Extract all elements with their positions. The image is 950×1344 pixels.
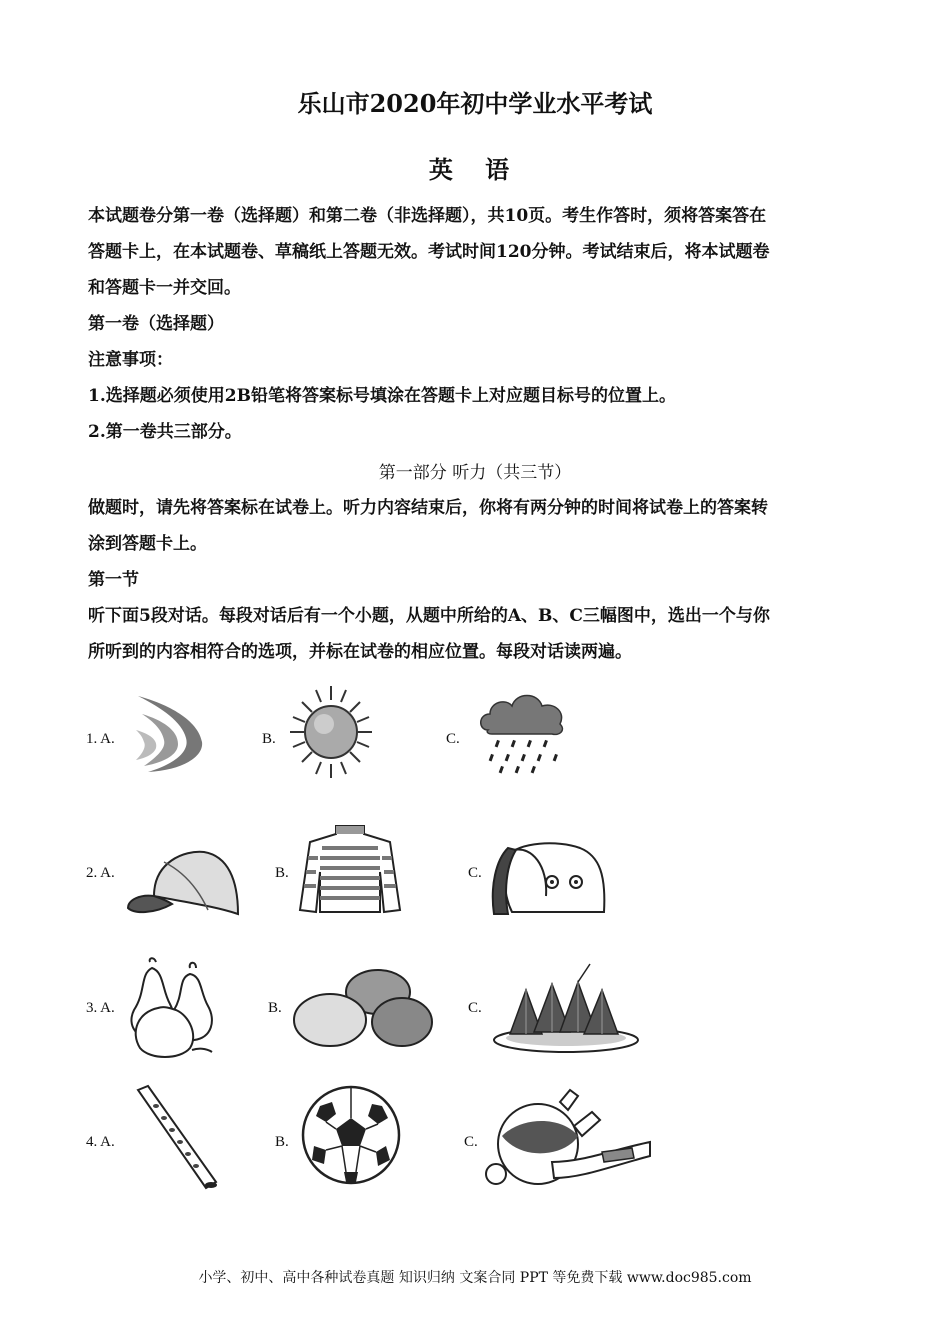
backpack-icon xyxy=(488,836,610,918)
subject-title: 英 语 xyxy=(428,155,522,184)
intro-line-3: 和答题卡一并交回。 xyxy=(88,278,241,298)
pears-icon xyxy=(118,954,218,1060)
q2-option-b-label: B. xyxy=(275,865,289,881)
volume1-heading: 第一卷（选择题） xyxy=(88,314,224,334)
q4-option-a-label: 4. A. xyxy=(86,1134,115,1150)
footer-text: 小学、初中、高中各种试卷真题 知识归纳 文案合同 PPT 等免费下载 www.doc985.com xyxy=(198,1270,752,1286)
note-1: 1.选择题必须使用2B铅笔将答案标号填涂在答题卡上对应题目标号的位置上。 xyxy=(88,386,676,406)
part1-instr-2: 涂到答题卡上。 xyxy=(88,534,207,554)
soccer-ball-icon xyxy=(300,1084,402,1186)
section1-instr-2: 所听到的内容相符合的选项，并标在试卷的相应位置。每段对话读两遍。 xyxy=(88,642,632,662)
exam-title: 乐山市2020年初中学业水平考试 xyxy=(297,89,653,118)
zongzi-icon xyxy=(490,960,640,1056)
cap-icon xyxy=(124,844,242,918)
section1-instr-1: 听下面5段对话。每段对话后有一个小题，从题中所给的A、B、C三幅图中，选出一个与你 xyxy=(88,606,770,626)
notice-heading: 注意事项： xyxy=(88,350,173,370)
eggs-icon xyxy=(292,968,434,1050)
intro-line-2: 答题卡上，在本试题卷、草稿纸上答题无效。考试时间120分钟。考试结束后，将本试题卷 xyxy=(88,242,770,262)
flute-icon xyxy=(130,1082,222,1194)
section1-heading: 第一节 xyxy=(88,570,139,590)
note-2: 2.第一卷共三部分。 xyxy=(88,422,242,442)
q2-option-c-label: C. xyxy=(468,865,482,881)
q4-option-b-label: B. xyxy=(275,1134,289,1150)
q1-option-b-label: B. xyxy=(262,731,276,747)
intro-line-1: 本试题卷分第一卷（选择题）和第二卷（非选择题），共10页。考生作答时，须将答案答在 xyxy=(88,206,767,226)
q1-option-c-label: C. xyxy=(446,731,460,747)
q3-option-c-label: C. xyxy=(468,1000,482,1016)
q1-option-a-label: 1. A. xyxy=(86,731,115,747)
part1-heading: 第一部分 听力（共三节） xyxy=(378,463,572,483)
ping-pong-icon xyxy=(482,1086,652,1190)
part1-instr-1: 做题时，请先将答案标在试卷上。听力内容结束后，你将有两分钟的时间将试卷上的答案转 xyxy=(88,498,768,518)
q2-option-a-label: 2. A. xyxy=(86,865,115,881)
sweater-icon xyxy=(298,822,402,918)
rain-cloud-icon xyxy=(476,686,568,776)
sun-icon xyxy=(288,682,374,782)
q3-option-a-label: 3. A. xyxy=(86,1000,115,1016)
wind-icon xyxy=(128,690,212,776)
q3-option-b-label: B. xyxy=(268,1000,282,1016)
q4-option-c-label: C. xyxy=(464,1134,478,1150)
